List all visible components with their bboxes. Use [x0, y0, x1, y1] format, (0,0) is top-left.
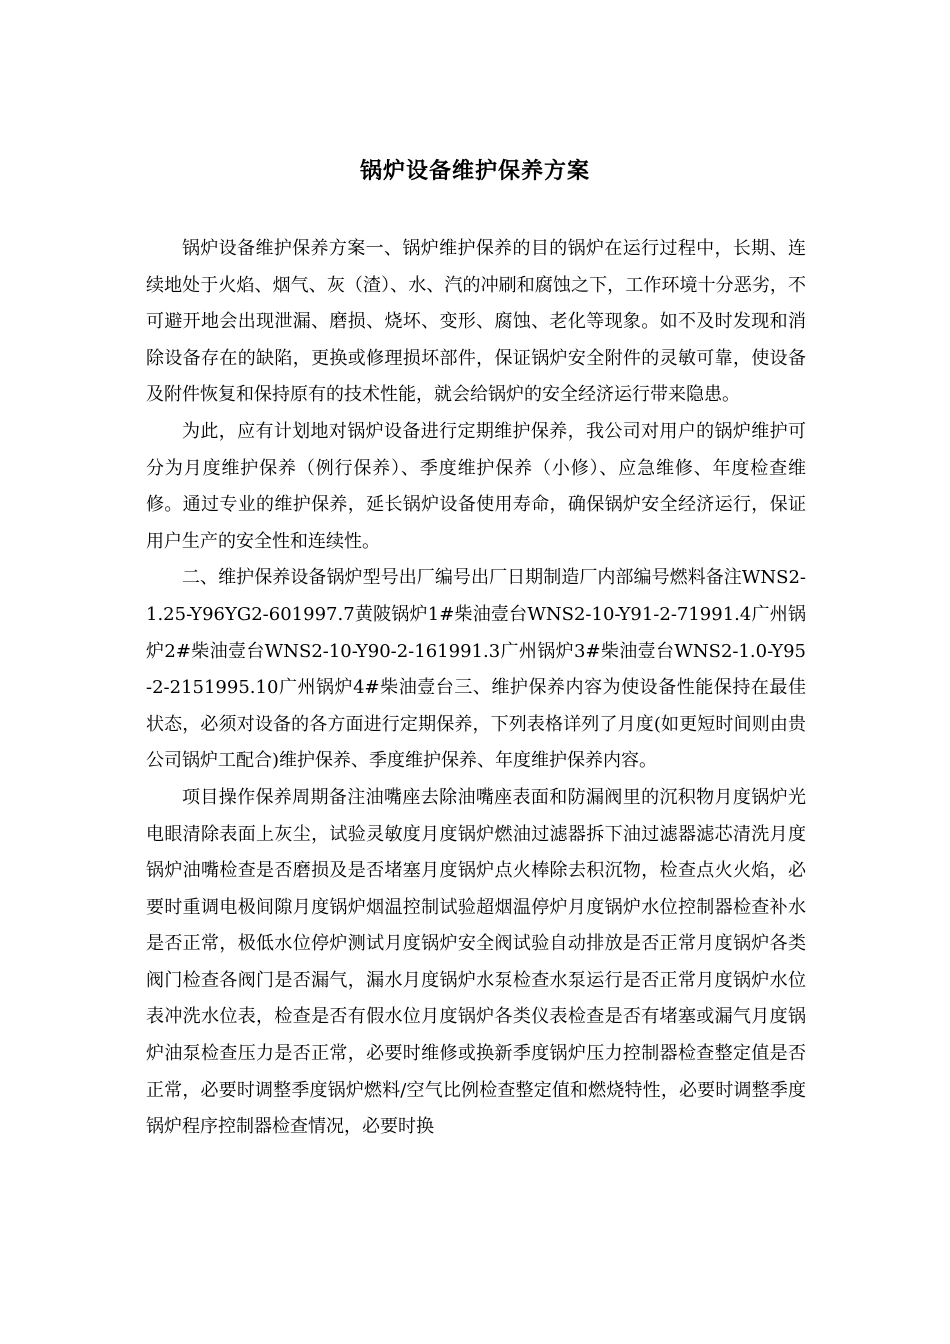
paragraph-maintenance-types: 为此，应有计划地对锅炉设备进行定期维护保养，我公司对用户的锅炉维护可分为月度维护保养（例行保养）、季度维护保养（小修）、应急维修、年度检查维修。通过专业的维护保养，延长锅炉设备使用寿命，确保锅炉安全经济运行，保证用户生产的安全性和连续性。	[146, 420, 806, 552]
paragraph-purpose: 锅炉设备维护保养方案一、锅炉维护保养的目的锅炉在运行过程中，长期、连续地处于火焰、烟气、灰（渣）、水、汽的冲刷和腐蚀之下，工作环境十分恶劣，不可避开地会出现泄漏、磨损、烧坏、变形、腐蚀、老化等现象。如不及时发现和消除设备存在的缺陷，更换或修理损坏部件，保证锅炉安全附件的灵敏可靠，使设备及附件恢复和保持原有的技术性能，就会给锅炉的安全经济运行带来隐患。	[146, 238, 806, 406]
document-title: 锅炉设备维护保养方案	[359, 158, 590, 184]
document-body	[146, 231, 806, 1146]
paragraph-equipment-list: 二、维护保养设备锅炉型号出厂编号出厂日期制造厂内部编号燃料备注WNS2-1.25-Y96YG2-601997.7黄陂锅炉1#柴油壹台WNS2-10-Y91-2-71991.4广州锅炉2#柴油壹台WNS2-10-Y90-2-161991.3广州锅炉3#柴油壹台WNS2-1.0-Y95-2-2151995.10广州锅炉4#柴油壹台三、维护保养内容为使设备性能保持在最佳状态，必须对设备的各方面进行定期保养，下列表格详列了月度(如更短时间则由贵公司锅炉工配合)维护保养、季度维护保养、年度维护保养内容。	[146, 567, 806, 772]
paragraph-maintenance-items: 项目操作保养周期备注油嘴座去除油嘴座表面和防漏阀里的沉积物月度锅炉光电眼清除表面上灰尘，试验灵敏度月度锅炉燃油过滤器拆下油过滤器滤芯清洗月度锅炉油嘴检查是否磨损及是否堵塞月度锅炉点火棒除去积沉物，检查点火火焰，必要时重调电极间隙月度锅炉烟温控制试验超烟温停炉月度锅炉水位控制器检查补水是否正常，极低水位停炉测试月度锅炉安全阀试验自动排放是否正常月度锅炉各类阀门检查各阀门是否漏气，漏水月度锅炉水泵检查水泵运行是否正常月度锅炉水位表冲洗水位表，检查是否有假水位月度锅炉各类仪表检查是否有堵塞或漏气月度锅炉油泵检查压力是否正常，必要时维修或换新季度锅炉压力控制器检查整定值是否正常，必要时调整季度锅炉燃料/空气比例检查整定值和燃烧特性，必要时调整季度锅炉程序控制器检查情况，必要时换	[146, 786, 806, 1138]
